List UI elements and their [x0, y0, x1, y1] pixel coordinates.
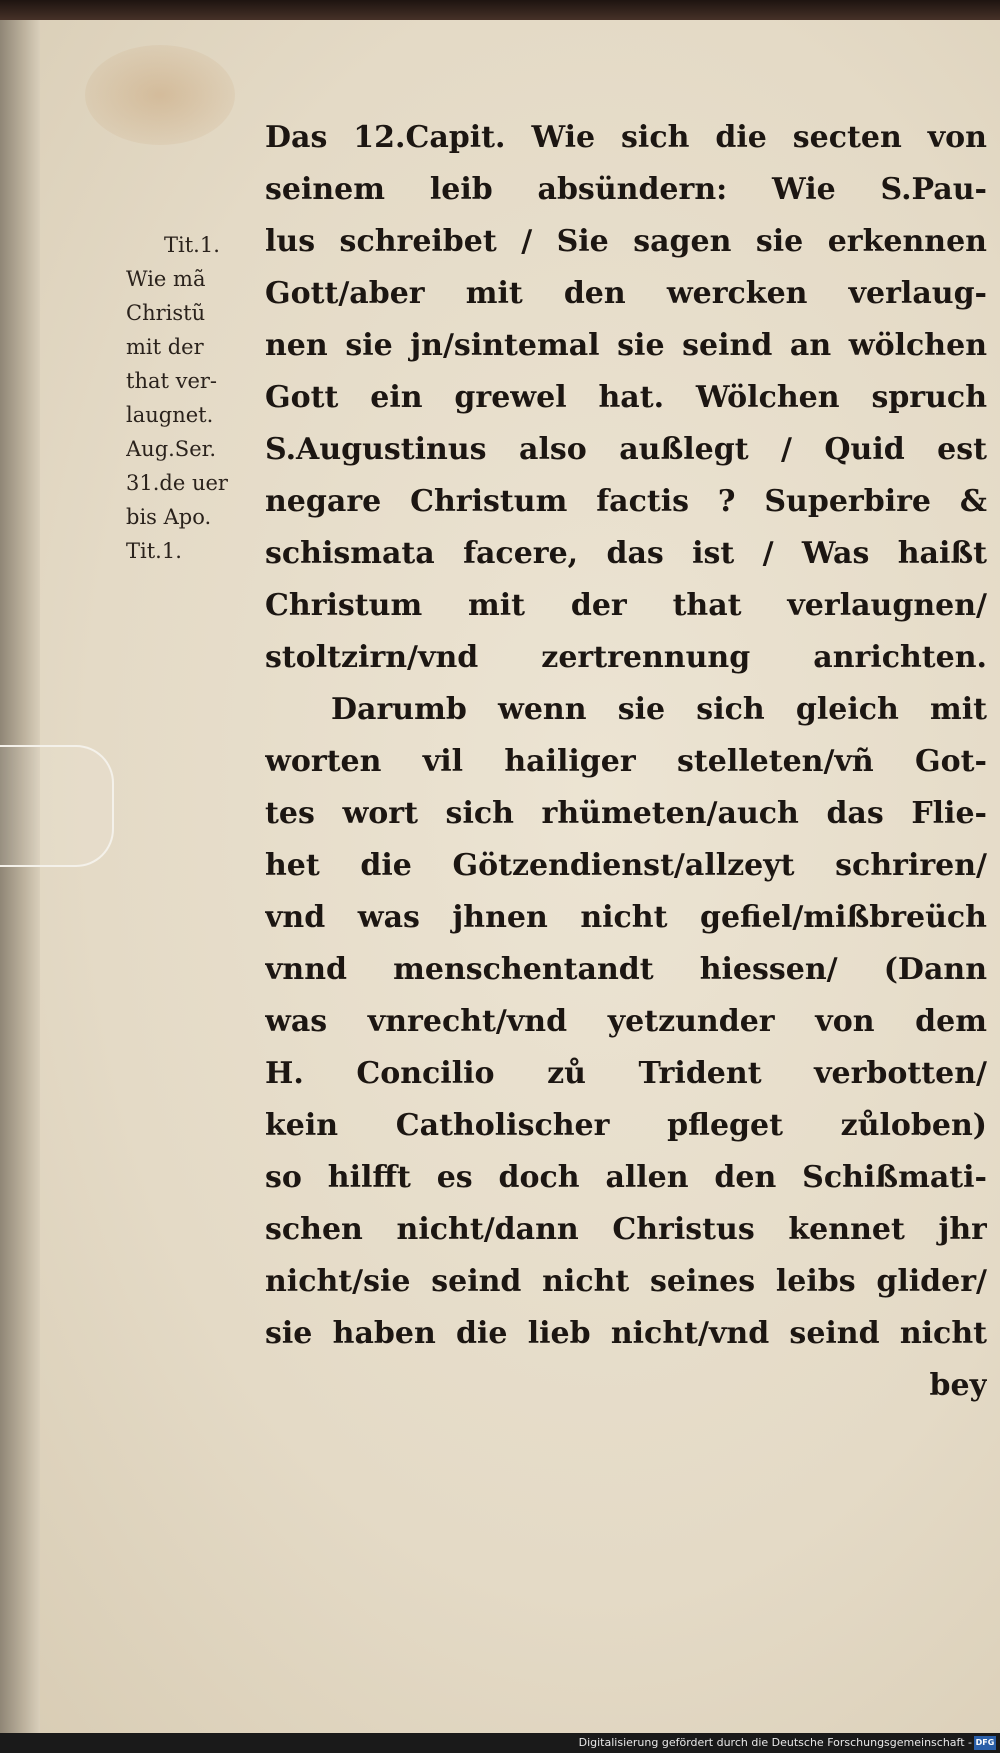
text-line: Das 12.Capit. Wie sich die secten von	[265, 120, 987, 155]
text-line: vnd was jhnen nicht gefiel/mißbreüch	[265, 900, 987, 935]
text-line: schen nicht/dann Christus kennet jhr	[265, 1212, 987, 1247]
text-line: Christum mit der that verlaugnen/	[265, 588, 987, 623]
text-line: Darumb wenn sie sich gleich mit	[331, 692, 987, 727]
margin-note-line: Tit.1.	[164, 233, 220, 257]
text-line: schismata facere, das ist / Was haißt	[265, 536, 987, 571]
text-line: so hilfft es doch allen den Schißmati-	[265, 1160, 987, 1195]
text-line: stoltzirn/vnd zertrennung anrichten.	[265, 640, 987, 675]
text-line: nen sie jn/sintemal sie seind an wölchen	[265, 328, 987, 363]
text-line: het die Götzendienst/allzeyt schriren/	[265, 848, 987, 883]
text-line: H. Concilio zů Trident verbotten/	[265, 1056, 987, 1091]
page-gutter	[0, 20, 40, 1733]
text-line: was vnrecht/vnd yetzunder von dem	[265, 1004, 987, 1039]
dfg-logo: DFG	[974, 1736, 996, 1750]
margin-note	[126, 228, 266, 568]
main-text-block	[265, 112, 987, 1412]
text-line: kein Catholischer pfleget zůloben)	[265, 1108, 987, 1143]
text-line: sie haben die lieb nicht/vnd seind nicht	[265, 1316, 987, 1351]
text-line: S.Augustinus also außlegt / Quid est	[265, 432, 987, 467]
text-line: negare Christum factis ? Superbire &	[265, 484, 987, 519]
catchword: bey	[929, 1368, 987, 1403]
paper-stain	[85, 45, 235, 145]
margin-note-line: Tit.1.	[126, 539, 182, 563]
margin-note-line: bis Apo.	[126, 505, 212, 529]
margin-note-line: mit der	[126, 335, 204, 359]
margin-note-line: that ver-	[126, 369, 218, 393]
text-line: Gott ein grewel hat. Wölchen spruch	[265, 380, 987, 415]
margin-note-line: Aug.Ser.	[126, 437, 217, 461]
margin-note-line: 31.de uer	[126, 471, 228, 495]
book-top-edge	[0, 0, 1000, 22]
margin-note-line: laugnet.	[126, 403, 214, 427]
text-line: Gott/aber mit den wercken verlaug-	[265, 276, 987, 311]
footer-credit: Digitalisierung gefördert durch die Deutsche Forschungsgemeinschaft -	[578, 1736, 972, 1749]
text-line: lus schreibet / Sie sagen sie erkennen	[265, 224, 987, 259]
margin-note-line: Christũ	[126, 301, 206, 325]
text-line: tes wort sich rhümeten/auch das Flie-	[265, 796, 987, 831]
margin-note-line: Wie mã	[126, 267, 206, 291]
text-line: worten vil hailiger stelleten/vñ Got-	[265, 744, 987, 779]
text-line: vnnd menschentandt hiessen/ (Dann	[265, 952, 987, 987]
page-clip-tab	[0, 745, 114, 867]
text-line: nicht/sie seind nicht seines leibs glider/	[265, 1264, 987, 1299]
text-line: seinem leib absündern: Wie S.Pau-	[265, 172, 987, 207]
